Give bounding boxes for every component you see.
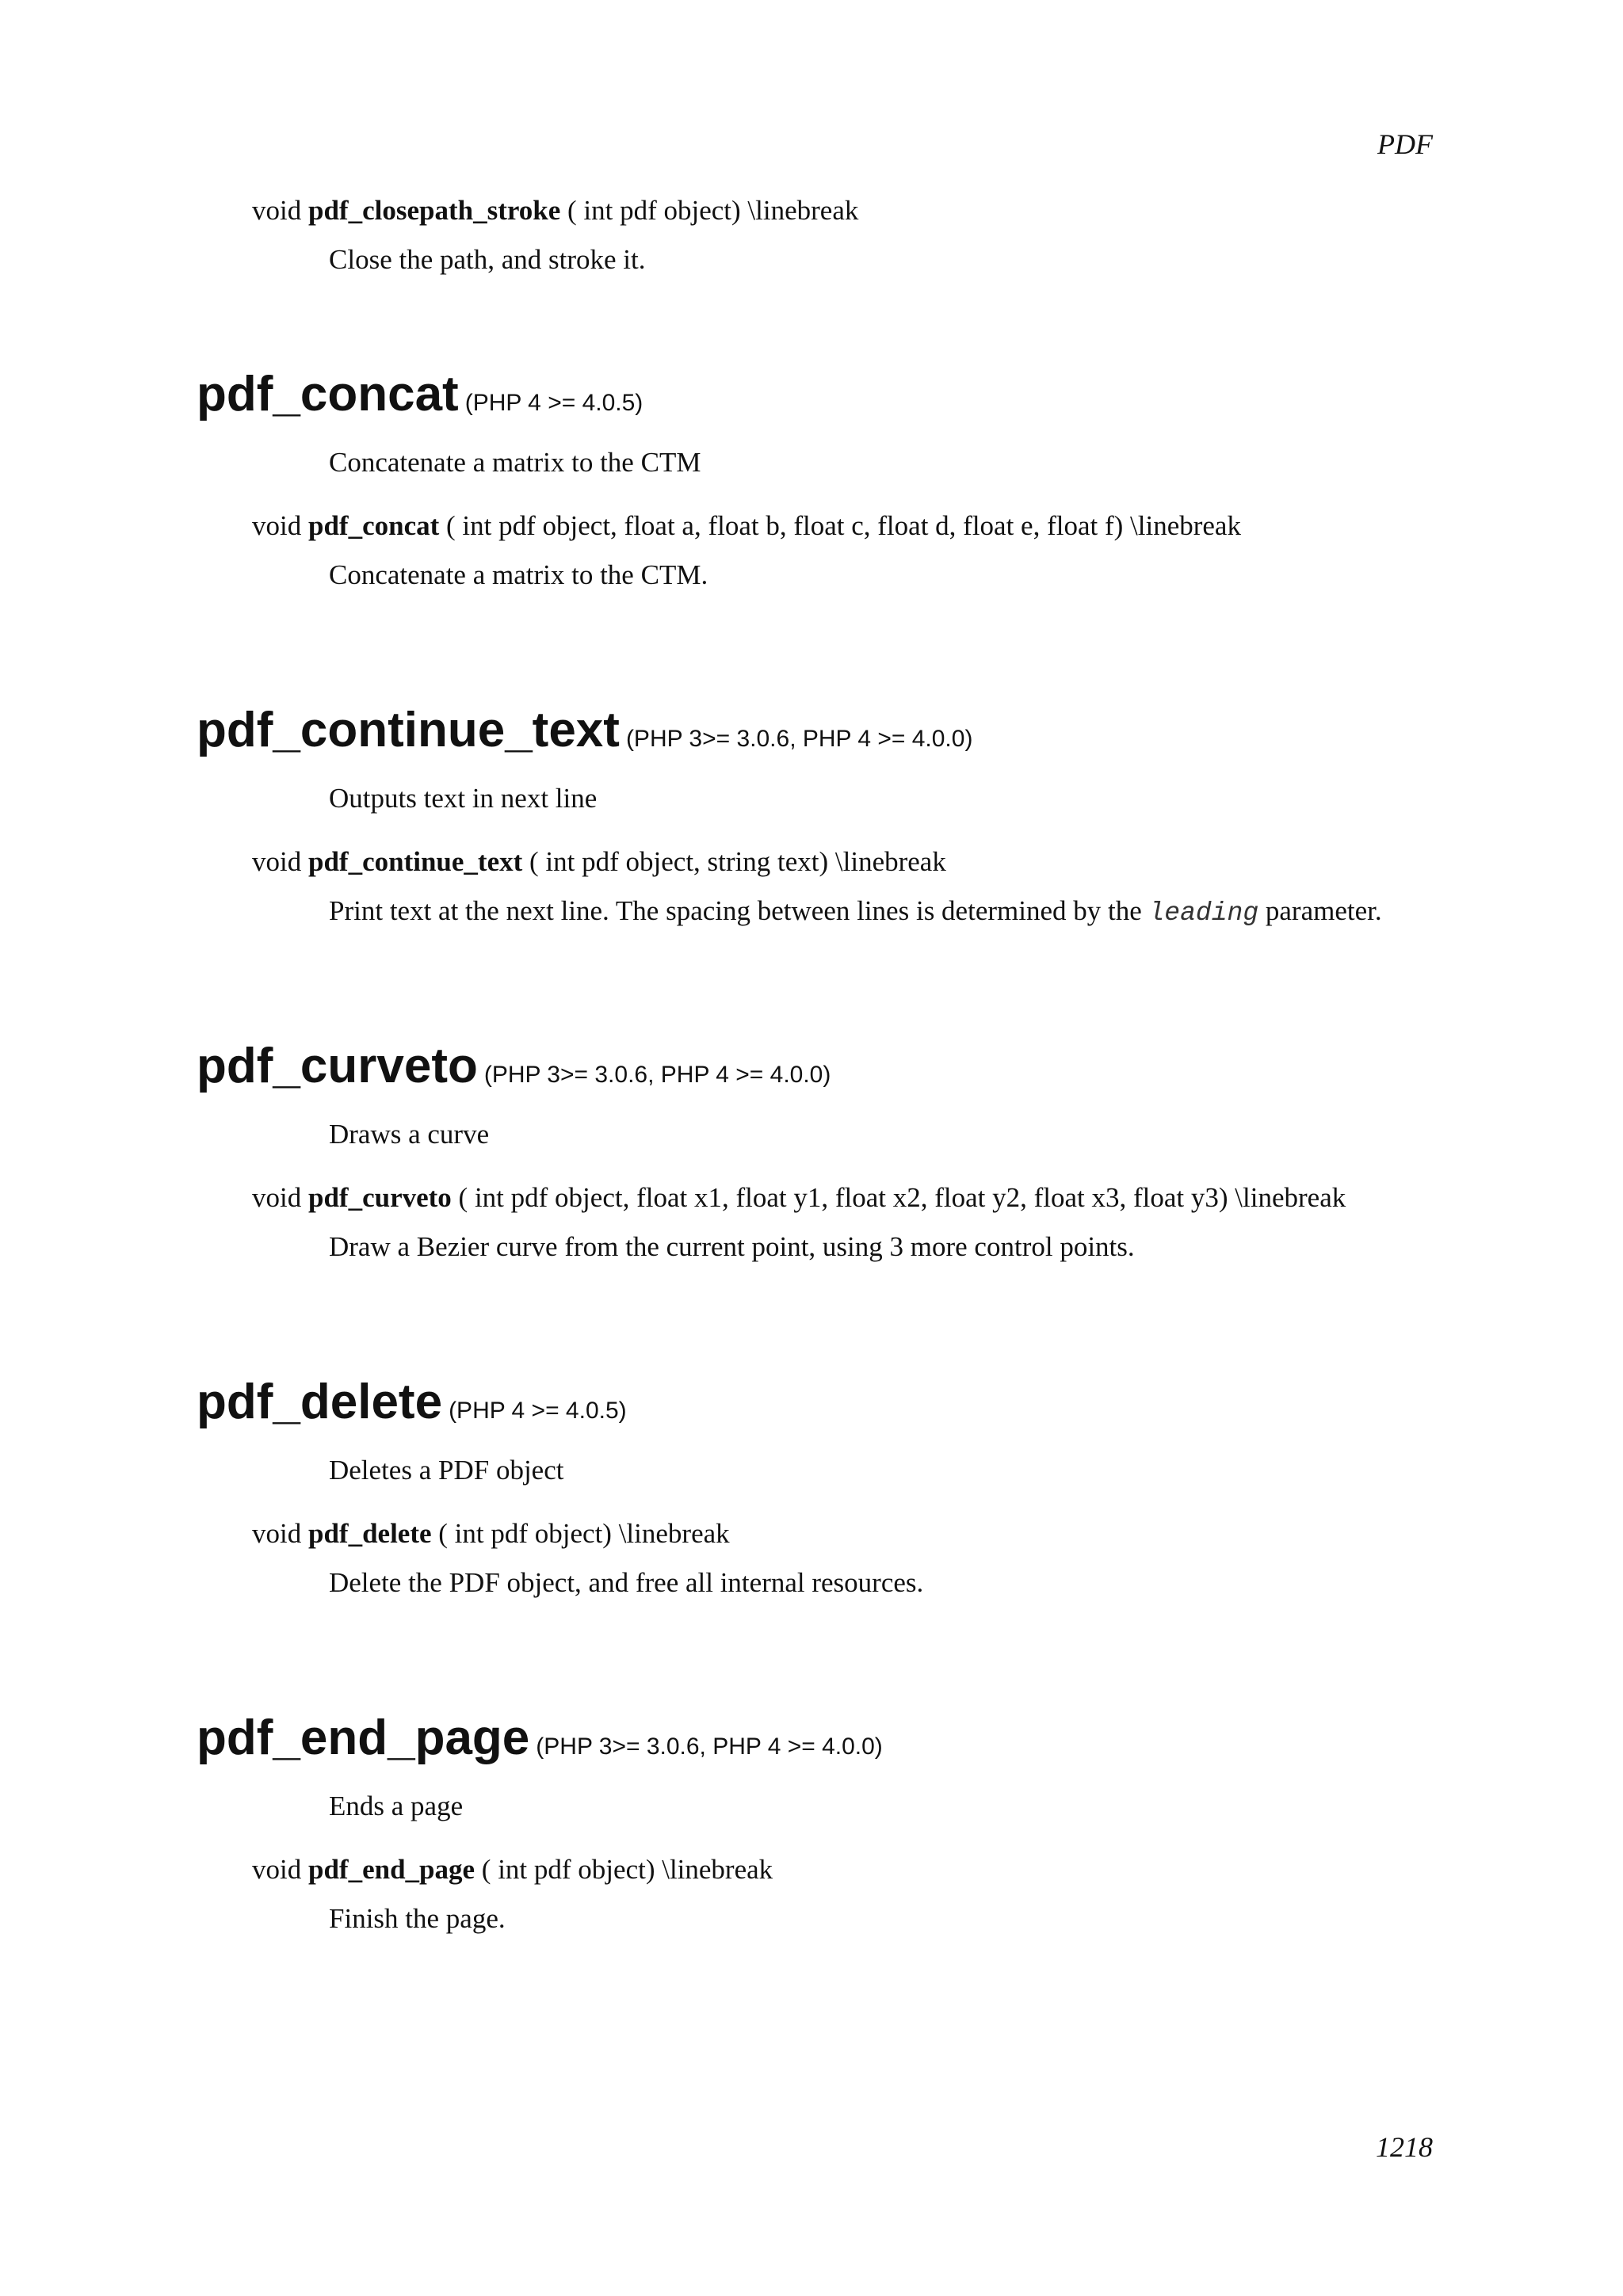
return-type: void [252,846,308,877]
function-name: pdf_curveto [307,1182,452,1213]
function-synopsis [252,193,858,228]
version-note: (PHP 3>= 3.0.6, PHP 4 >= 4.0.0) [625,726,973,752]
function-description [329,894,1382,931]
version-note: (PHP 3>= 3.0.6, PHP 4 >= 4.0.0) [536,1733,883,1760]
function-synopsis [252,845,946,879]
description-text: Print text at the next line. The spacing between lines is determined by the [329,895,1149,926]
running-header: PDF [1377,128,1433,160]
entry-title: pdf_concat [197,367,459,421]
function-description: Draw a Bezier curve from the current point, using 3 more control points. [329,1231,1135,1262]
return-type: void [252,1854,308,1885]
entry-heading [197,1710,883,1767]
entry-title: pdf_continue_text [197,703,620,757]
entry-title: pdf_delete [197,1375,443,1429]
entry-purpose: Deletes a PDF object [329,1455,564,1486]
parameter-list: ( int pdf object) \linebreak [431,1518,730,1549]
parameter-list: ( int pdf object, string text) \linebreak [522,846,946,877]
function-synopsis [252,1180,1346,1215]
entry-heading [197,366,643,423]
function-name: pdf_concat [307,510,440,541]
description-text: parameter. [1258,895,1382,926]
entry-heading [197,702,972,759]
entry-heading [197,1038,831,1095]
version-note: (PHP 3>= 3.0.6, PHP 4 >= 4.0.0) [483,1062,831,1088]
parameter-list: ( int pdf object, float a, float b, float c, float d, float e, float f) \linebreak [439,510,1241,541]
version-note: (PHP 4 >= 4.0.5) [449,1398,627,1424]
entry-purpose: Outputs text in next line [329,783,598,814]
entry-title: pdf_curveto [197,1039,478,1093]
function-name: pdf_delete [307,1518,432,1549]
version-note: (PHP 4 >= 4.0.5) [464,390,643,416]
parameter-list: ( int pdf object) \linebreak [475,1854,773,1885]
return-type: void [252,195,308,226]
parameter-list: ( int pdf object) \linebreak [560,195,859,226]
function-synopsis [252,509,1241,543]
function-name: pdf_end_page [307,1854,475,1885]
function-description: Delete the PDF object, and free all internal resources. [329,1567,924,1598]
entry-purpose: Draws a curve [329,1119,490,1150]
function-name: pdf_closepath_stroke [307,195,561,226]
parameter-list: ( int pdf object, float x1, float y1, float x2, float y2, float x3, float y3) \linebreak [451,1182,1346,1213]
parameter-reference: leading [1148,898,1259,928]
function-description: Finish the page. [329,1903,506,1934]
function-description: Close the path, and stroke it. [329,244,646,275]
entry-purpose: Ends a page [329,1791,464,1821]
page-number: 1218 [1376,2131,1433,2163]
entry-heading [197,1374,627,1431]
return-type: void [252,510,308,541]
return-type: void [252,1182,308,1213]
function-synopsis [252,1516,730,1551]
entry-title: pdf_end_page [197,1711,530,1765]
return-type: void [252,1518,308,1549]
function-description: Concatenate a matrix to the CTM. [329,559,708,590]
function-synopsis [252,1852,773,1887]
entry-purpose: Concatenate a matrix to the CTM [329,447,701,478]
function-name: pdf_continue_text [307,846,523,877]
